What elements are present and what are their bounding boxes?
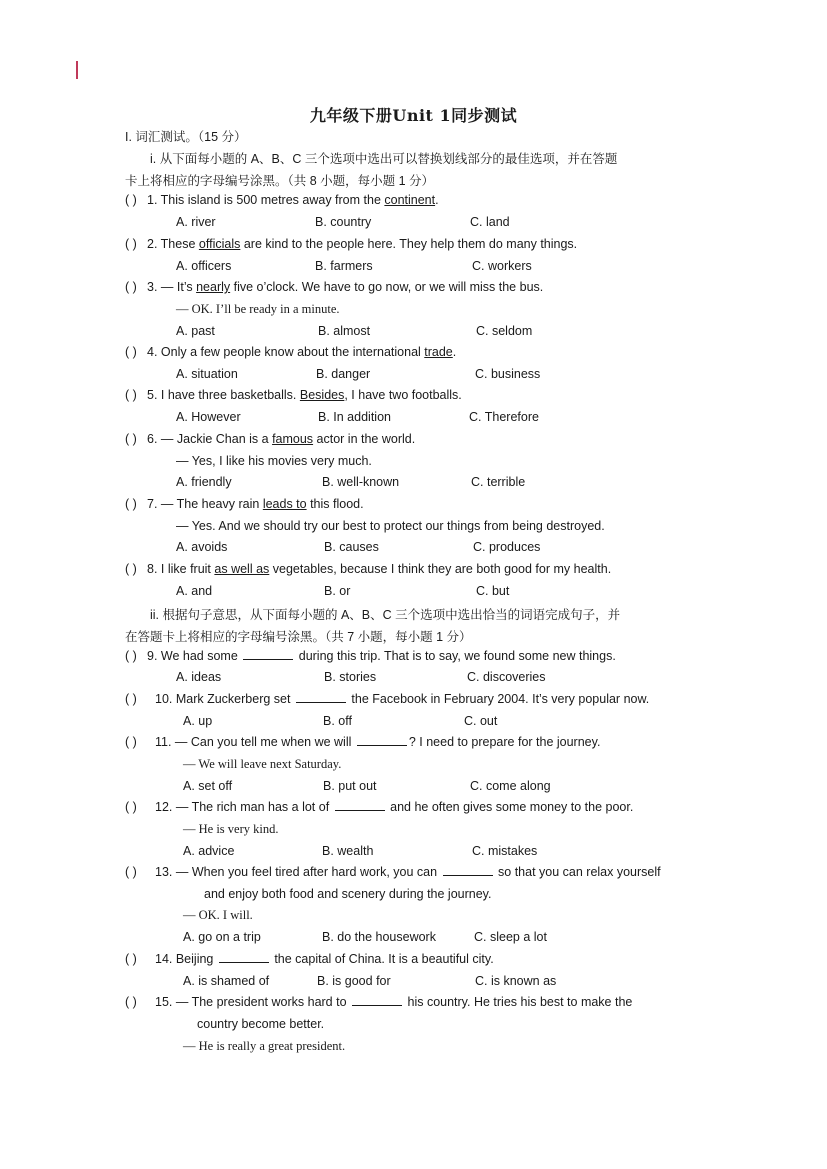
answer-blank	[296, 692, 346, 703]
answer-paren: ( )	[125, 735, 137, 749]
underlined-word: nearly	[196, 280, 231, 294]
answer-blank	[335, 800, 385, 811]
option-a: A. situation	[176, 367, 238, 381]
underlined-word: famous	[272, 432, 314, 446]
answer-paren: ( )	[125, 237, 137, 251]
option-c: C. produces	[473, 540, 541, 554]
option-c: C. out	[464, 714, 498, 728]
option-b: B. or	[324, 584, 351, 598]
answer-blank	[219, 952, 269, 963]
part-i-instruction-cont: 卡上将相应的字母编号涂黑。（共 8 小题，每小题 1 分）	[125, 174, 435, 188]
question-10: 10. Mark Zuckerberg set the Facebook in February 2004. It’s very popular now.	[155, 692, 650, 706]
answer-paren: ( )	[125, 432, 137, 446]
option-a: A. go on a trip	[183, 930, 261, 944]
option-b: B. farmers	[315, 259, 373, 273]
question-15: 15. — The president works hard to his country. He tries his best to make the	[155, 995, 633, 1009]
answer-paren: ( )	[125, 280, 137, 294]
question-12: 12. — The rich man has a lot of and he often gives some money to the poor.	[155, 800, 634, 814]
option-c: C. Therefore	[469, 410, 539, 424]
underlined-word: as well as	[214, 562, 270, 576]
question-9: 9. We had some during this trip. That is to say, we found some new things.	[147, 649, 616, 663]
margin-marker	[76, 61, 78, 79]
option-b: B. do the housework	[322, 930, 436, 944]
option-c: C. land	[470, 215, 510, 229]
question-2: 2. These officials are kind to the people here. They help them do many things.	[147, 237, 578, 251]
option-b: B. stories	[324, 670, 377, 684]
option-c: C. mistakes	[472, 844, 538, 858]
answer-paren: ( )	[125, 865, 137, 879]
dialogue-reply: — Yes, I like his movies very much.	[176, 454, 372, 468]
answer-paren: ( )	[125, 388, 137, 402]
answer-blank	[243, 649, 293, 660]
option-a: A. officers	[176, 259, 232, 273]
option-c: C. but	[476, 584, 510, 598]
part-i-instruction: i. 从下面每小题的 A、B、C 三个选项中选出可以替换划线部分的最佳选项，并在答题	[150, 152, 618, 166]
underlined-word: officials	[198, 237, 241, 251]
option-c: C. terrible	[471, 475, 526, 489]
option-a: A. avoids	[176, 540, 228, 554]
option-a: A. river	[176, 215, 216, 229]
option-b: B. causes	[324, 540, 379, 554]
option-b: B. put out	[323, 779, 377, 793]
answer-blank	[443, 865, 493, 876]
dialogue-reply: — He is very kind.	[183, 822, 279, 836]
dialogue-reply: — Yes. And we should try our best to protect our things from being destroyed.	[176, 519, 605, 533]
question-6: 6. — Jackie Chan is a famous actor in the world.	[147, 432, 416, 446]
option-b: B. wealth	[322, 844, 374, 858]
dialogue-reply: — We will leave next Saturday.	[183, 757, 342, 771]
answer-paren: ( )	[125, 649, 137, 663]
option-a: A. friendly	[176, 475, 232, 489]
dialogue-reply: — OK. I’ll be ready in a minute.	[176, 302, 340, 316]
answer-paren: ( )	[125, 193, 137, 207]
underlined-word: trade	[424, 345, 453, 359]
underlined-word: continent	[384, 193, 436, 207]
question-5: 5. I have three basketballs. Besides, I have two footballs.	[147, 388, 462, 402]
option-a: A. past	[176, 324, 215, 338]
option-b: B. country	[315, 215, 372, 229]
underlined-word: Besides	[299, 388, 345, 402]
question-1: 1. This island is 500 metres away from the continent.	[147, 193, 439, 207]
question-3: 3. — It’s nearly five o’clock. We have to go now, or we will miss the bus.	[147, 280, 544, 294]
option-c: C. discoveries	[467, 670, 546, 684]
part-ii-instruction: ii. 根据句子意思，从下面每小题的 A、B、C 三个选项中选出恰当的词语完成句子，并	[150, 608, 621, 622]
option-a: A. However	[176, 410, 241, 424]
page-title: 九年级下册Unit 1同步测试	[309, 106, 518, 125]
question-13: 13. — When you feel tired after hard work, you can so that you can relax yourself	[155, 865, 661, 879]
answer-paren: ( )	[125, 497, 137, 511]
option-c: C. seldom	[476, 324, 533, 338]
dialogue-reply: — He is really a great president.	[183, 1039, 346, 1053]
option-b: B. almost	[318, 324, 371, 338]
question-11: 11. — Can you tell me when we will ? I need to prepare for the journey.	[155, 735, 601, 749]
option-c: C. workers	[472, 259, 532, 273]
option-c: C. come along	[470, 779, 551, 793]
answer-paren: ( )	[125, 952, 137, 966]
option-c: C. sleep a lot	[474, 930, 547, 944]
option-b: B. off	[323, 714, 352, 728]
question-7: 7. — The heavy rain leads to this flood.	[147, 497, 364, 511]
question-15-cont: country become better.	[197, 1017, 325, 1031]
section-heading: I. 词汇测试。（15 分）	[125, 130, 247, 144]
option-a: A. up	[183, 714, 213, 728]
option-a: A. and	[176, 584, 213, 598]
option-a: A. set off	[183, 779, 233, 793]
option-c: C. is known as	[475, 974, 557, 988]
answer-paren: ( )	[125, 800, 137, 814]
option-b: B. danger	[316, 367, 371, 381]
underlined-word: leads to	[262, 497, 307, 511]
option-a: A. advice	[183, 844, 235, 858]
option-b: B. In addition	[318, 410, 391, 424]
question-8: 8. I like fruit as well as vegetables, because I think they are both good for my health.	[147, 562, 612, 576]
answer-paren: ( )	[125, 345, 137, 359]
answer-paren: ( )	[125, 995, 137, 1009]
answer-blank	[352, 995, 402, 1006]
part-ii-instruction-cont: 在答题卡上将相应的字母编号涂黑。（共 7 小题，每小题 1 分）	[125, 630, 472, 644]
option-b: B. well-known	[322, 475, 400, 489]
answer-paren: ( )	[125, 692, 137, 706]
option-a: A. is shamed of	[183, 974, 270, 988]
option-c: C. business	[475, 367, 541, 381]
question-13-cont: and enjoy both food and scenery during the journey.	[204, 887, 492, 901]
dialogue-reply: — OK. I will.	[183, 908, 253, 922]
option-a: A. ideas	[176, 670, 222, 684]
question-4: 4. Only a few people know about the international trade.	[147, 345, 457, 359]
option-b: B. is good for	[317, 974, 391, 988]
question-14: 14. Beijing the capital of China. It is a beautiful city.	[155, 952, 494, 966]
answer-blank	[357, 735, 407, 746]
answer-paren: ( )	[125, 562, 137, 576]
